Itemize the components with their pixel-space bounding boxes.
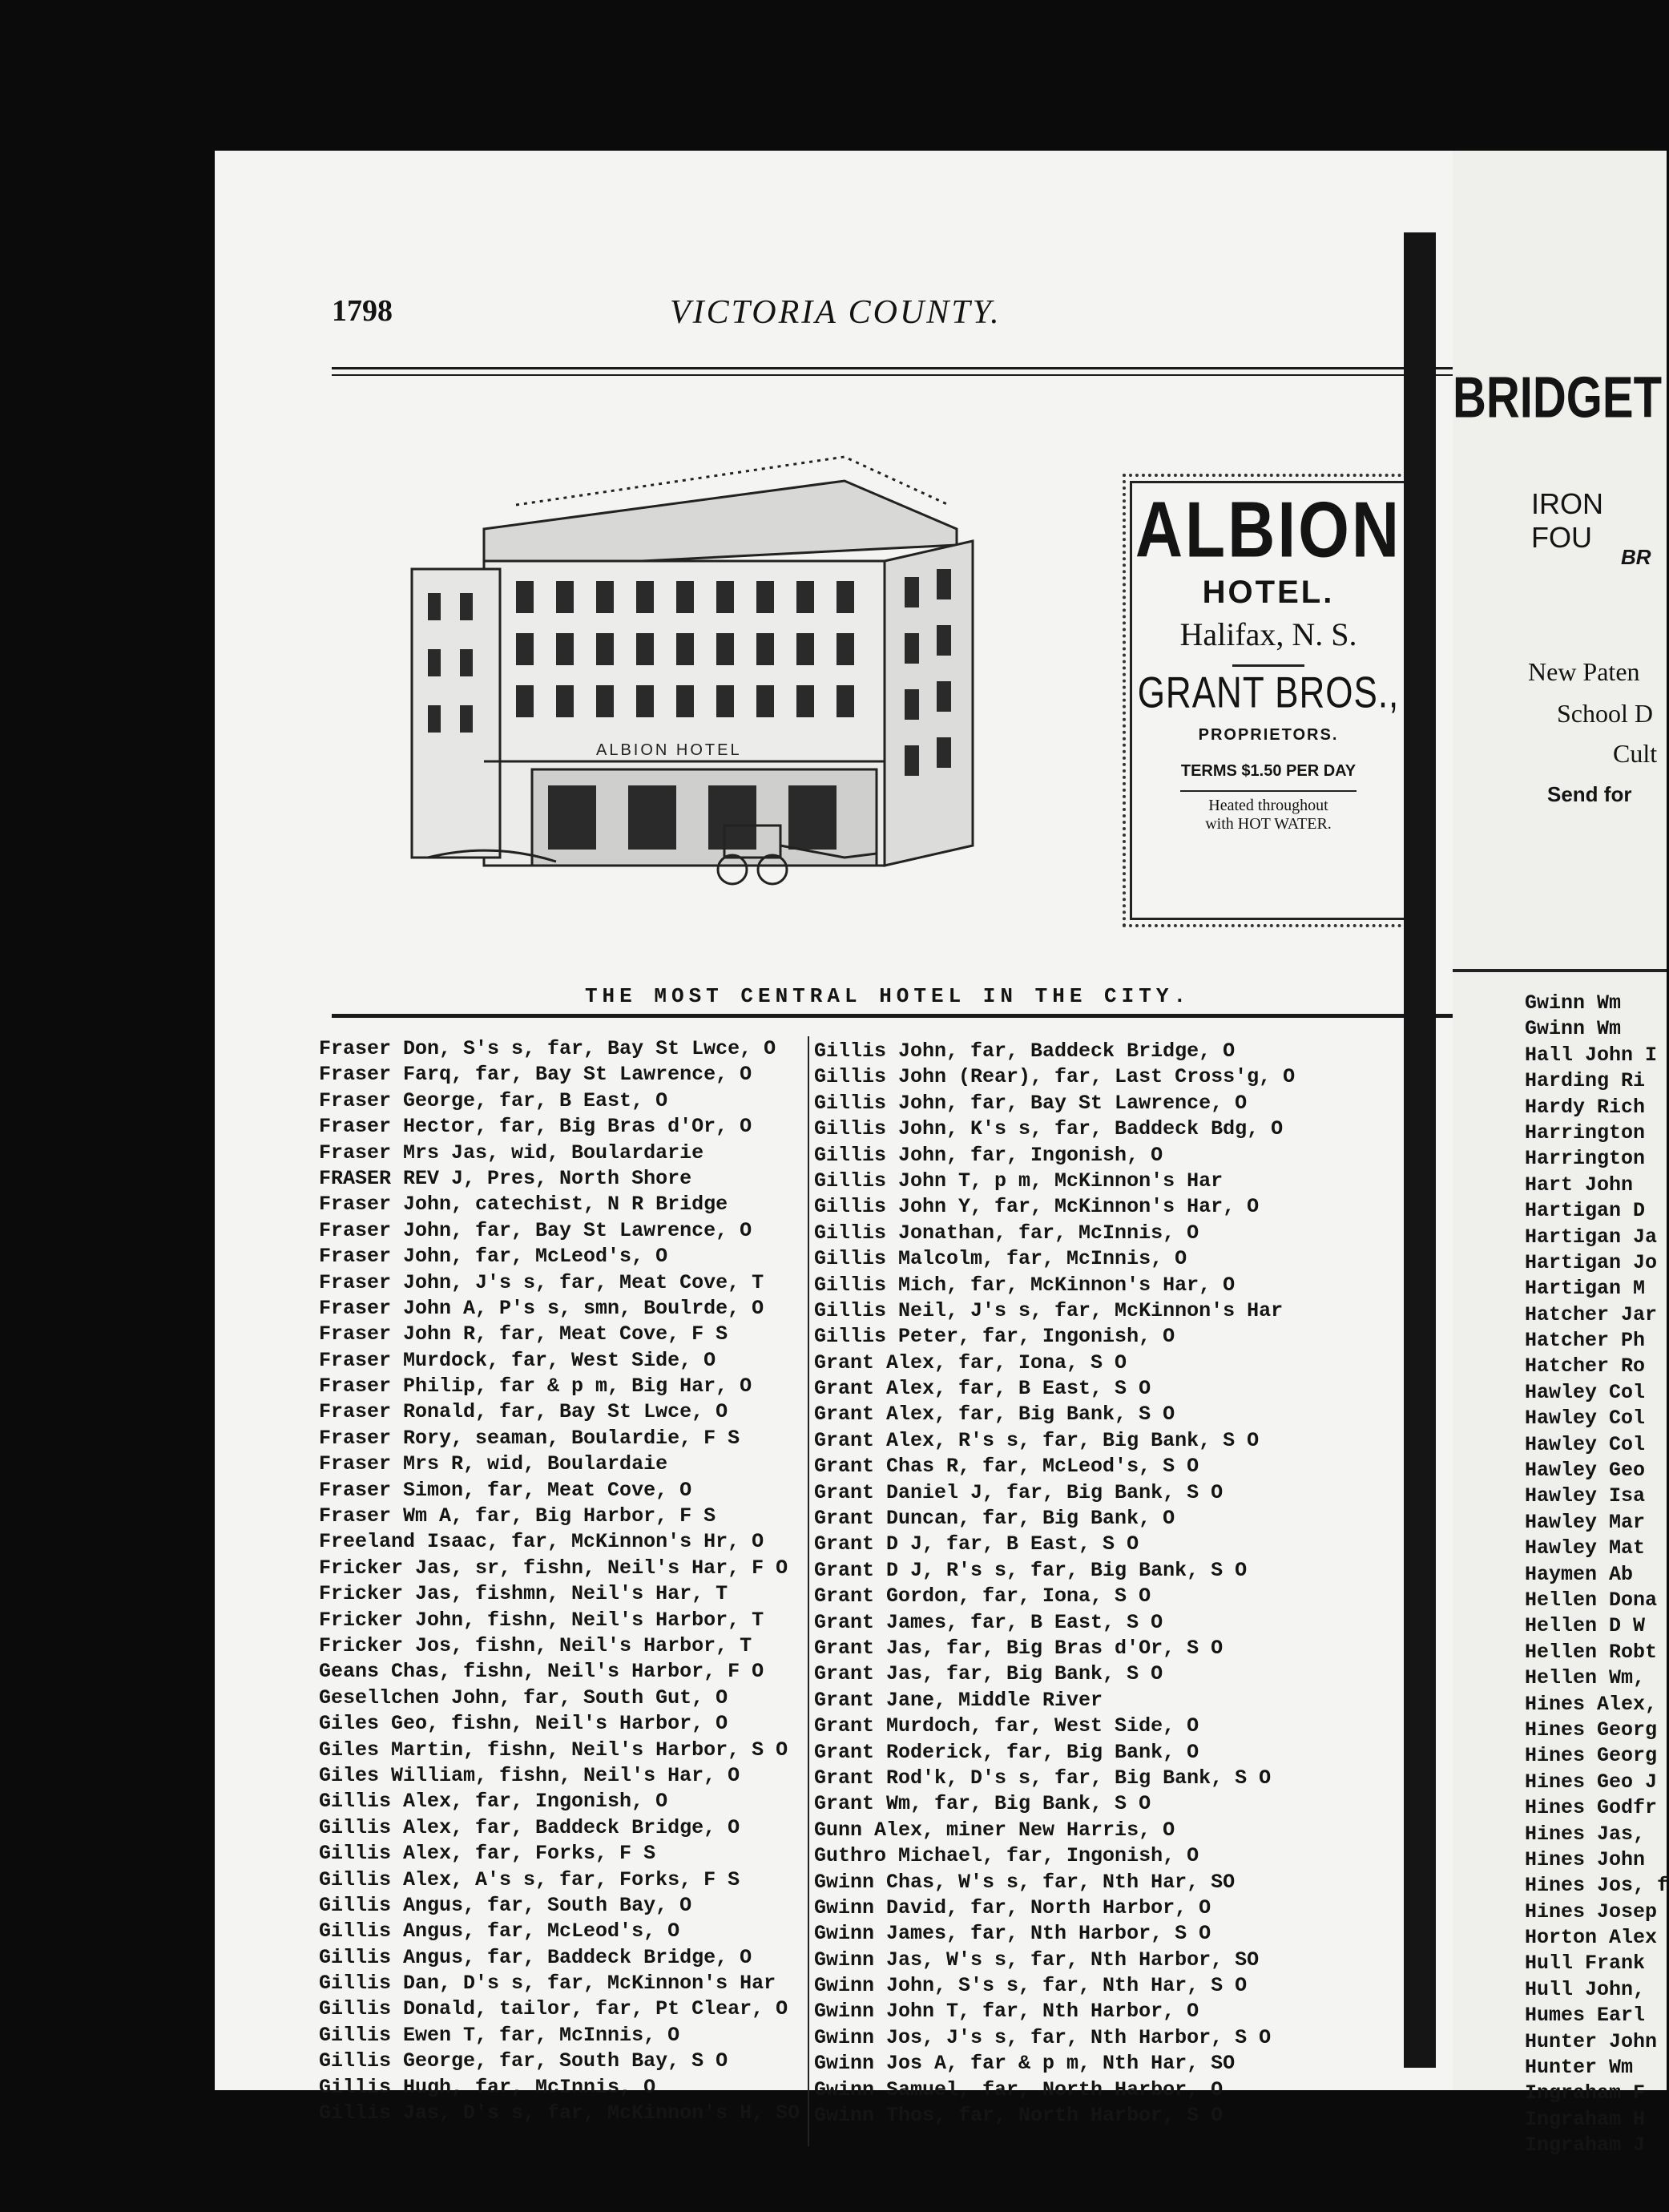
hotel-owners: GRANT BROS., — [1137, 668, 1400, 717]
directory-entry: Fricker Jas, fishmn, Neil's Har, T — [319, 1582, 728, 1606]
directory-entry: Gwinn John T, far, Nth Harbor, O — [814, 2000, 1199, 2024]
directory-entry: Gillis John, far, Baddeck Bridge, O — [814, 1039, 1236, 1063]
directory-entry: Grant Jane, Middle River — [814, 1688, 1103, 1712]
directory-entry: Gillis Mich, far, McKinnon's Har, O — [814, 1273, 1236, 1297]
facing-page-entry: Hellen Dona — [1525, 1588, 1658, 1612]
hotel-advertisement — [332, 377, 1502, 1010]
facing-page-entry: Hardy Rich — [1525, 1095, 1646, 1119]
page-gutter — [1404, 232, 1436, 2068]
directory-entry: Giles William, fishn, Neil's Har, O — [319, 1763, 740, 1787]
directory-entry: Fraser Wm A, far, Big Harbor, F S — [319, 1504, 716, 1528]
directory-entry: Fricker John, fishn, Neil's Harbor, T — [319, 1608, 764, 1632]
column-divider — [808, 1036, 809, 2146]
directory-entry: Gwinn James, far, Nth Harbor, S O — [814, 1922, 1211, 1946]
heating-line-2: with HOT WATER. — [1205, 815, 1332, 833]
directory-entry: Grant Chas R, far, McLeod's, S O — [814, 1455, 1199, 1479]
directory-entry: Gillis Hugh, far, McInnis, O — [319, 2075, 656, 2099]
directory-entry: Fraser Mrs R, wid, Boulardaie — [319, 1452, 668, 1476]
facing-page-entry: Hellen Wm, — [1525, 1666, 1646, 1690]
directory-entry: Grant James, far, B East, S O — [814, 1610, 1163, 1634]
directory-entry: Grant Jas, far, Big Bank, S O — [814, 1662, 1163, 1686]
directory-entry: Fricker Jas, sr, fishn, Neil's Har, F O — [319, 1556, 788, 1580]
facing-page-entry: Gwinn Wm — [1525, 1017, 1622, 1041]
directory-entry: Grant Alex, far, B East, S O — [814, 1377, 1151, 1401]
directory-entry: Fraser Ronald, far, Bay St Lwce, O — [319, 1400, 728, 1424]
directory-entry: Guthro Michael, far, Ingonish, O — [814, 1844, 1199, 1868]
directory-entry: Grant Jas, far, Big Bras d'Or, S O — [814, 1636, 1224, 1660]
directory-entry: Gillis John T, p m, McKinnon's Har — [814, 1169, 1224, 1193]
directory-entry: Grant Rod'k, D's s, far, Big Bank, S O — [814, 1766, 1272, 1790]
facing-page-entry: Hines John — [1525, 1847, 1646, 1871]
facing-rule — [1453, 969, 1667, 972]
directory-entry: Gillis John, far, Bay St Lawrence, O — [814, 1091, 1248, 1115]
facing-page-entry: Hull John, — [1525, 1977, 1646, 2001]
directory-entry: Gillis Angus, far, McLeod's, O — [319, 1919, 680, 1944]
directory-entry: Gillis Jonathan, far, McInnis, O — [814, 1221, 1199, 1245]
directory-entry: Giles Geo, fishn, Neil's Harbor, O — [319, 1712, 728, 1736]
directory-entry: Grant Gordon, far, Iona, S O — [814, 1584, 1151, 1609]
heating-line-1: Heated throughout — [1208, 797, 1328, 814]
facing-line-1: IRON FOU — [1531, 487, 1603, 554]
directory-entry: Gwinn Samuel, far, North Harbor, O — [814, 2077, 1224, 2101]
facing-page-entry: Hawley Col — [1525, 1432, 1646, 1456]
directory-entry: Fraser John A, P's s, smn, Boulrde, O — [319, 1296, 764, 1320]
directory-entry: Fraser Murdock, far, West Side, O — [319, 1348, 716, 1372]
directory-entry: FRASER REV J, Pres, North Shore — [319, 1166, 692, 1190]
facing-line-3: New Paten — [1528, 657, 1640, 686]
owners-role: PROPRIETORS. — [1198, 726, 1339, 744]
directory-entry: Gillis John, K's s, far, Baddeck Bdg, O — [814, 1117, 1284, 1141]
facing-page-entry: Humes Earl — [1525, 2004, 1646, 2028]
facing-page-entry: Haymen Ab — [1525, 1562, 1634, 1586]
directory-entry: Gillis Angus, far, Baddeck Bridge, O — [319, 1945, 752, 1969]
directory-entry: Gillis Angus, far, South Bay, O — [319, 1893, 692, 1917]
directory-entry: Fraser Simon, far, Meat Cove, O — [319, 1478, 692, 1502]
directory-entry: Gillis Ewen T, far, McInnis, O — [319, 2023, 680, 2047]
directory-entry: Fraser John, J's s, far, Meat Cove, T — [319, 1270, 764, 1294]
directory-entry: Gwinn Jos, J's s, far, Nth Harbor, S O — [814, 2025, 1272, 2049]
facing-page-entry: Hines Georg — [1525, 1744, 1658, 1768]
directory-entry: Gillis John, far, Ingonish, O — [814, 1143, 1163, 1167]
directory-right-column — [814, 1039, 1295, 2129]
facing-page-entry: Hull Frank — [1525, 1952, 1646, 1976]
directory-entry: Fraser John, far, Bay St Lawrence, O — [319, 1218, 752, 1242]
facing-page — [1453, 151, 1669, 2158]
directory-left-column — [319, 1036, 800, 2126]
directory-entry: Fraser Mrs Jas, wid, Boulardarie — [319, 1140, 704, 1165]
directory-entry: Fraser Philip, far & p m, Big Har, O — [319, 1374, 752, 1399]
page-number: 1798 — [332, 294, 393, 328]
hotel-ad-panel — [1130, 481, 1407, 920]
directory-entry: Gillis Malcolm, far, McInnis, O — [814, 1247, 1187, 1271]
facing-page-entry: Hartigan M — [1525, 1277, 1646, 1301]
hotel-name: ALBION — [1135, 486, 1402, 574]
directory-entry: Gwinn John, S's s, far, Nth Har, S O — [814, 1974, 1248, 1998]
header-rule-top — [332, 367, 1502, 369]
facing-page-entry: Harrington — [1525, 1147, 1646, 1171]
facing-column — [1525, 991, 1669, 2159]
directory-entry: Gwinn Thos, far, North Harbor, S O — [814, 2104, 1224, 2128]
facing-line-4: School D — [1557, 699, 1653, 728]
directory-entry: Gwinn Jas, W's s, far, Nth Harbor, SO — [814, 1948, 1260, 1972]
directory-entry: Gillis John (Rear), far, Last Cross'g, O — [814, 1065, 1296, 1089]
building-sign: ALBION HOTEL — [596, 741, 742, 759]
facing-page-entry: Ingraham F — [1525, 2081, 1646, 2105]
directory-entry: Grant D J, far, B East, S O — [814, 1532, 1139, 1556]
directory-entry: Giles Martin, fishn, Neil's Harbor, S O — [319, 1738, 788, 1762]
directory-entry: Fraser John, catechist, N R Bridge — [319, 1193, 728, 1217]
directory-entry: Fraser Rory, seaman, Boulardie, F S — [319, 1426, 740, 1450]
facing-page-entry: Hines Jos, f — [1525, 1874, 1669, 1898]
directory-entry: Fraser John R, far, Meat Cove, F S — [319, 1322, 728, 1346]
directory-entry: Fricker Jos, fishn, Neil's Harbor, T — [319, 1633, 752, 1657]
directory-entry: Grant Wm, far, Big Bank, S O — [814, 1792, 1151, 1816]
running-title: VICTORIA COUNTY. — [670, 294, 1002, 331]
directory-entry: Gunn Alex, miner New Harris, O — [814, 1818, 1175, 1842]
directory-entry: Fraser George, far, B East, O — [319, 1088, 668, 1112]
ad-tagline: THE MOST CENTRAL HOTEL IN THE CITY. — [584, 984, 1191, 1008]
directory-entry: Grant D J, R's s, far, Big Bank, S O — [814, 1558, 1248, 1582]
facing-page-entry: Horton Alex — [1525, 1926, 1658, 1950]
directory-entry: Gesellchen John, far, South Gut, O — [319, 1685, 728, 1709]
facing-page-entry: Hines Alex, — [1525, 1692, 1658, 1716]
directory-entry: Fraser John, far, McLeod's, O — [319, 1245, 668, 1269]
directory-entry: Gillis Alex, far, Baddeck Bridge, O — [319, 1815, 740, 1839]
directory-entry: Gillis George, far, South Bay, S O — [319, 2049, 728, 2073]
facing-page-entry: Hall John I — [1525, 1043, 1658, 1067]
directory-entry: Grant Daniel J, far, Big Bank, S O — [814, 1480, 1224, 1504]
facing-page-entry: Hawley Geo — [1525, 1459, 1646, 1483]
ad-rule — [332, 1014, 1502, 1018]
directory-entry: Gillis Dan, D's s, far, McKinnon's Har — [319, 1972, 776, 1996]
hotel-location: Halifax, N. S. — [1179, 616, 1357, 652]
facing-page-entry: Hawley Isa — [1525, 1484, 1646, 1508]
facing-page-entry: Hellen Robt — [1525, 1640, 1658, 1664]
directory-entry: Grant Alex, R's s, far, Big Bank, S O — [814, 1428, 1260, 1452]
facing-page-entry: Hart John — [1525, 1173, 1634, 1197]
directory-entry: Gillis John Y, far, McKinnon's Har, O — [814, 1195, 1260, 1219]
facing-page-entry: Hunter John — [1525, 2029, 1658, 2053]
facing-page-entry: Hines Georg — [1525, 1718, 1658, 1742]
directory-entry: Grant Murdoch, far, West Side, O — [814, 1714, 1199, 1738]
facing-page-entry: Hartigan Jo — [1525, 1250, 1658, 1274]
facing-page-entry: Hines Josep — [1525, 1899, 1658, 1923]
facing-page-entry: Hines Godfr — [1525, 1796, 1658, 1820]
facing-page-entry: Hines Jas, — [1525, 1822, 1646, 1846]
facing-line-5: Cult — [1613, 739, 1658, 768]
directory-entry: Grant Alex, far, Big Bank, S O — [814, 1403, 1175, 1427]
facing-page-entry: Hartigan D — [1525, 1199, 1646, 1223]
facing-page-entry: Gwinn Wm — [1525, 991, 1622, 1015]
header-rule-bottom — [332, 374, 1502, 376]
hotel-terms: TERMS $1.50 PER DAY — [1180, 762, 1357, 780]
facing-page-entry: Hatcher Ro — [1525, 1354, 1646, 1378]
directory-entry: Gillis Alex, A's s, far, Forks, F S — [319, 1867, 740, 1891]
directory-entry: Gillis Jas, D's s, far, McKinnon's H, SO — [319, 2101, 800, 2125]
ad-divider — [1232, 664, 1304, 667]
facing-line-6: Send for — [1547, 782, 1632, 806]
directory-entry: Fraser Don, S's s, far, Bay St Lwce, O — [319, 1037, 776, 1060]
directory-entry: Gillis Peter, far, Ingonish, O — [814, 1325, 1175, 1349]
directory-entry: Gwinn Chas, W's s, far, Nth Har, SO — [814, 1870, 1236, 1894]
facing-page-entry: Ingraham J — [1525, 2133, 1646, 2158]
directory-entry: Gwinn Jos A, far & p m, Nth Har, SO — [814, 2052, 1236, 2076]
hotel-building-illustration — [396, 409, 1005, 890]
facing-page-entry: Ingraham H — [1525, 2107, 1646, 2131]
facing-page-entry: Harding Ri — [1525, 1069, 1646, 1093]
ad-divider-small — [1180, 790, 1357, 792]
facing-page-entry: Hawley Mat — [1525, 1536, 1646, 1560]
directory-entry: Grant Duncan, far, Big Bank, O — [814, 1507, 1175, 1531]
directory-entry: Gillis Alex, far, Ingonish, O — [319, 1790, 668, 1814]
directory-entry: Gwinn David, far, North Harbor, O — [814, 1895, 1211, 1919]
facing-page-entry: Hartigan Ja — [1525, 1225, 1658, 1249]
book-page — [215, 151, 1453, 2128]
directory-entry: Geans Chas, fishn, Neil's Harbor, F O — [319, 1660, 764, 1684]
directory-entry: Gillis Alex, far, Forks, F S — [319, 1842, 656, 1866]
facing-page-title: BRIDGET — [1453, 365, 1662, 430]
directory-entry: Fraser Hector, far, Big Bras d'Or, O — [319, 1115, 752, 1139]
directory-entry: Grant Roderick, far, Big Bank, O — [814, 1740, 1199, 1764]
facing-page-entry: Hellen D W — [1525, 1614, 1646, 1638]
directory-entry: Grant Alex, far, Iona, S O — [814, 1350, 1127, 1374]
directory-entry: Gillis Neil, J's s, far, McKinnon's Har — [814, 1298, 1284, 1322]
facing-page-entry: Hawley Mar — [1525, 1510, 1646, 1534]
facing-page-entry: Hatcher Jar — [1525, 1302, 1658, 1326]
facing-page-entry: Hatcher Ph — [1525, 1329, 1646, 1353]
facing-page-entry: Harrington — [1525, 1120, 1646, 1144]
directory-entry: Fraser Farq, far, Bay St Lawrence, O — [319, 1063, 752, 1087]
facing-line-2: BR — [1621, 545, 1651, 569]
directory-entry: Freeland Isaac, far, McKinnon's Hr, O — [319, 1530, 764, 1554]
directory-entry: Gillis Donald, tailor, far, Pt Clear, O — [319, 1997, 788, 2021]
facing-page-entry: Hines Geo J — [1525, 1770, 1658, 1794]
hotel-label: HOTEL. — [1202, 575, 1335, 610]
facing-page-entry: Hawley Col — [1525, 1380, 1646, 1404]
facing-page-entry: Hunter Wm — [1525, 2056, 1634, 2080]
facing-page-entry: Hawley Col — [1525, 1407, 1646, 1431]
